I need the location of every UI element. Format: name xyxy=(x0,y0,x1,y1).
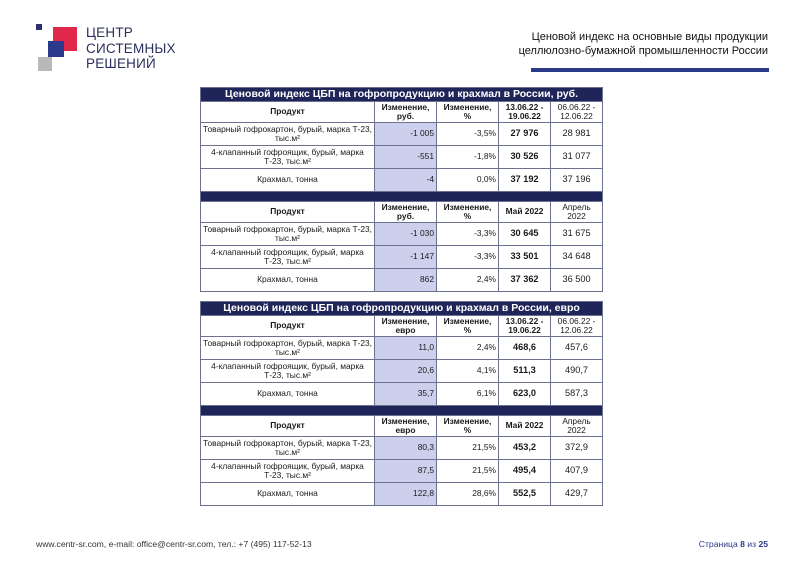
footer-contacts: www.centr-sr.com, e-mail: office@centr-sr.com, тел.: +7 (495) 117-52-13 xyxy=(36,539,312,549)
change-pct-cell: 4,1% xyxy=(437,360,499,383)
change-abs-cell: -1 147 xyxy=(375,246,437,269)
current-price-cell: 33 501 xyxy=(499,246,551,269)
header-previous-period: Апрель 2022 xyxy=(551,202,603,223)
header-change-pct: Изменение, % xyxy=(437,202,499,223)
previous-price-cell: 407,9 xyxy=(551,460,603,483)
change-pct-cell: 21,5% xyxy=(437,437,499,460)
product-cell: Товарный гофрокартон, бурый, марка Т-23, тыс.м² xyxy=(201,123,375,146)
price-index-table-rub xyxy=(200,87,603,292)
page-label: Страница xyxy=(698,539,738,549)
header-change-abs: Изменение, евро xyxy=(375,416,437,437)
table-row xyxy=(201,246,603,269)
logo-square-dark xyxy=(36,24,42,30)
change-abs-cell: 11,0 xyxy=(375,337,437,360)
table-header-row xyxy=(201,202,603,223)
document-title-line-1: Ценовой индекс на основные виды продукции xyxy=(531,31,768,43)
header-product: Продукт xyxy=(201,316,375,337)
header-change-abs: Изменение, руб. xyxy=(375,102,437,123)
product-cell: Крахмал, тонна xyxy=(201,269,375,292)
change-abs-cell: -1 005 xyxy=(375,123,437,146)
header-previous-period: Апрель 2022 xyxy=(551,416,603,437)
current-price-cell: 495,4 xyxy=(499,460,551,483)
previous-price-cell: 429,7 xyxy=(551,483,603,506)
header-current-period: 13.06.22 - 19.06.22 xyxy=(499,316,551,337)
previous-price-cell: 372,9 xyxy=(551,437,603,460)
header-current-period: Май 2022 xyxy=(499,416,551,437)
table-row xyxy=(201,169,603,192)
previous-price-cell: 37 196 xyxy=(551,169,603,192)
header-change-abs: Изменение, руб. xyxy=(375,202,437,223)
product-cell: 4-клапанный гофроящик, бурый, марка Т-23, тыс.м² xyxy=(201,360,375,383)
table-row xyxy=(201,383,603,406)
product-cell: Товарный гофрокартон, бурый, марка Т-23, тыс.м² xyxy=(201,437,375,460)
table-row xyxy=(201,337,603,360)
table-caption: Ценовой индекс ЦБП на гофропродукцию и крахмал в России, евро xyxy=(201,302,603,316)
logo-square-blue xyxy=(48,41,64,57)
header-previous-period: 06.06.22 - 12.06.22 xyxy=(551,102,603,123)
logo-line-2: СИСТЕМНЫХ xyxy=(86,40,176,56)
logo-text xyxy=(86,25,176,72)
document-title-line-2: целлюлозно-бумажной промышленности России xyxy=(518,45,768,57)
document-title xyxy=(519,30,768,58)
table-section-separator xyxy=(201,192,603,202)
change-abs-cell: -4 xyxy=(375,169,437,192)
company-logo xyxy=(36,24,186,76)
current-price-cell: 552,5 xyxy=(499,483,551,506)
previous-price-cell: 36 500 xyxy=(551,269,603,292)
header-current-period: Май 2022 xyxy=(499,202,551,223)
change-abs-cell: 862 xyxy=(375,269,437,292)
page-current: 8 xyxy=(740,539,745,549)
current-price-cell: 30 526 xyxy=(499,146,551,169)
header-change-pct: Изменение, % xyxy=(437,316,499,337)
table-row xyxy=(201,223,603,246)
header-previous-period: 06.06.22 - 12.06.22 xyxy=(551,316,603,337)
change-abs-cell: -1 030 xyxy=(375,223,437,246)
table-caption: Ценовой индекс ЦБП на гофропродукцию и крахмал в России, руб. xyxy=(201,88,603,102)
table-row xyxy=(201,437,603,460)
logo-line-1: ЦЕНТР xyxy=(86,25,133,40)
change-abs-cell: -551 xyxy=(375,146,437,169)
table-row xyxy=(201,123,603,146)
previous-price-cell: 490,7 xyxy=(551,360,603,383)
product-cell: Крахмал, тонна xyxy=(201,169,375,192)
change-pct-cell: 21,5% xyxy=(437,460,499,483)
change-abs-cell: 35,7 xyxy=(375,383,437,406)
change-pct-cell: 2,4% xyxy=(437,337,499,360)
page-number xyxy=(699,539,768,549)
product-cell: Крахмал, тонна xyxy=(201,483,375,506)
page-of: из xyxy=(747,539,757,549)
change-abs-cell: 122,8 xyxy=(375,483,437,506)
change-pct-cell: -3,3% xyxy=(437,246,499,269)
header-product: Продукт xyxy=(201,416,375,437)
product-cell: Крахмал, тонна xyxy=(201,383,375,406)
price-index-table-eur xyxy=(200,301,603,506)
page-total: 25 xyxy=(758,539,768,549)
logo-line-3: РЕШЕНИЙ xyxy=(86,56,156,71)
table-header-row xyxy=(201,416,603,437)
logo-square-grey xyxy=(38,57,52,71)
change-abs-cell: 87,5 xyxy=(375,460,437,483)
change-pct-cell: 2,4% xyxy=(437,269,499,292)
current-price-cell: 37 362 xyxy=(499,269,551,292)
header-change-abs: Изменение, евро xyxy=(375,316,437,337)
product-cell: 4-клапанный гофроящик, бурый, марка Т-23, тыс.м² xyxy=(201,146,375,169)
header-product: Продукт xyxy=(201,102,375,123)
current-price-cell: 453,2 xyxy=(499,437,551,460)
current-price-cell: 30 645 xyxy=(499,223,551,246)
change-abs-cell: 80,3 xyxy=(375,437,437,460)
title-underline xyxy=(531,68,769,72)
change-pct-cell: 6,1% xyxy=(437,383,499,406)
change-pct-cell: -3,5% xyxy=(437,123,499,146)
table-row xyxy=(201,360,603,383)
header-change-pct: Изменение, % xyxy=(437,416,499,437)
change-pct-cell: -3,3% xyxy=(437,223,499,246)
product-cell: 4-клапанный гофроящик, бурый, марка Т-23, тыс.м² xyxy=(201,246,375,269)
previous-price-cell: 31 077 xyxy=(551,146,603,169)
current-price-cell: 37 192 xyxy=(499,169,551,192)
current-price-cell: 468,6 xyxy=(499,337,551,360)
table-section-separator xyxy=(201,406,603,416)
previous-price-cell: 587,3 xyxy=(551,383,603,406)
table-row xyxy=(201,460,603,483)
change-pct-cell: 0,0% xyxy=(437,169,499,192)
table-row xyxy=(201,146,603,169)
current-price-cell: 511,3 xyxy=(499,360,551,383)
table-header-row xyxy=(201,102,603,123)
header-change-pct: Изменение, % xyxy=(437,102,499,123)
previous-price-cell: 34 648 xyxy=(551,246,603,269)
previous-price-cell: 31 675 xyxy=(551,223,603,246)
product-cell: 4-клапанный гофроящик, бурый, марка Т-23, тыс.м² xyxy=(201,460,375,483)
change-abs-cell: 20,6 xyxy=(375,360,437,383)
table-row xyxy=(201,269,603,292)
change-pct-cell: 28,6% xyxy=(437,483,499,506)
header-product: Продукт xyxy=(201,202,375,223)
table-row xyxy=(201,483,603,506)
header-current-period: 13.06.22 - 19.06.22 xyxy=(499,102,551,123)
previous-price-cell: 457,6 xyxy=(551,337,603,360)
product-cell: Товарный гофрокартон, бурый, марка Т-23, тыс.м² xyxy=(201,223,375,246)
product-cell: Товарный гофрокартон, бурый, марка Т-23, тыс.м² xyxy=(201,337,375,360)
previous-price-cell: 28 981 xyxy=(551,123,603,146)
current-price-cell: 27 976 xyxy=(499,123,551,146)
change-pct-cell: -1,8% xyxy=(437,146,499,169)
current-price-cell: 623,0 xyxy=(499,383,551,406)
table-header-row xyxy=(201,316,603,337)
